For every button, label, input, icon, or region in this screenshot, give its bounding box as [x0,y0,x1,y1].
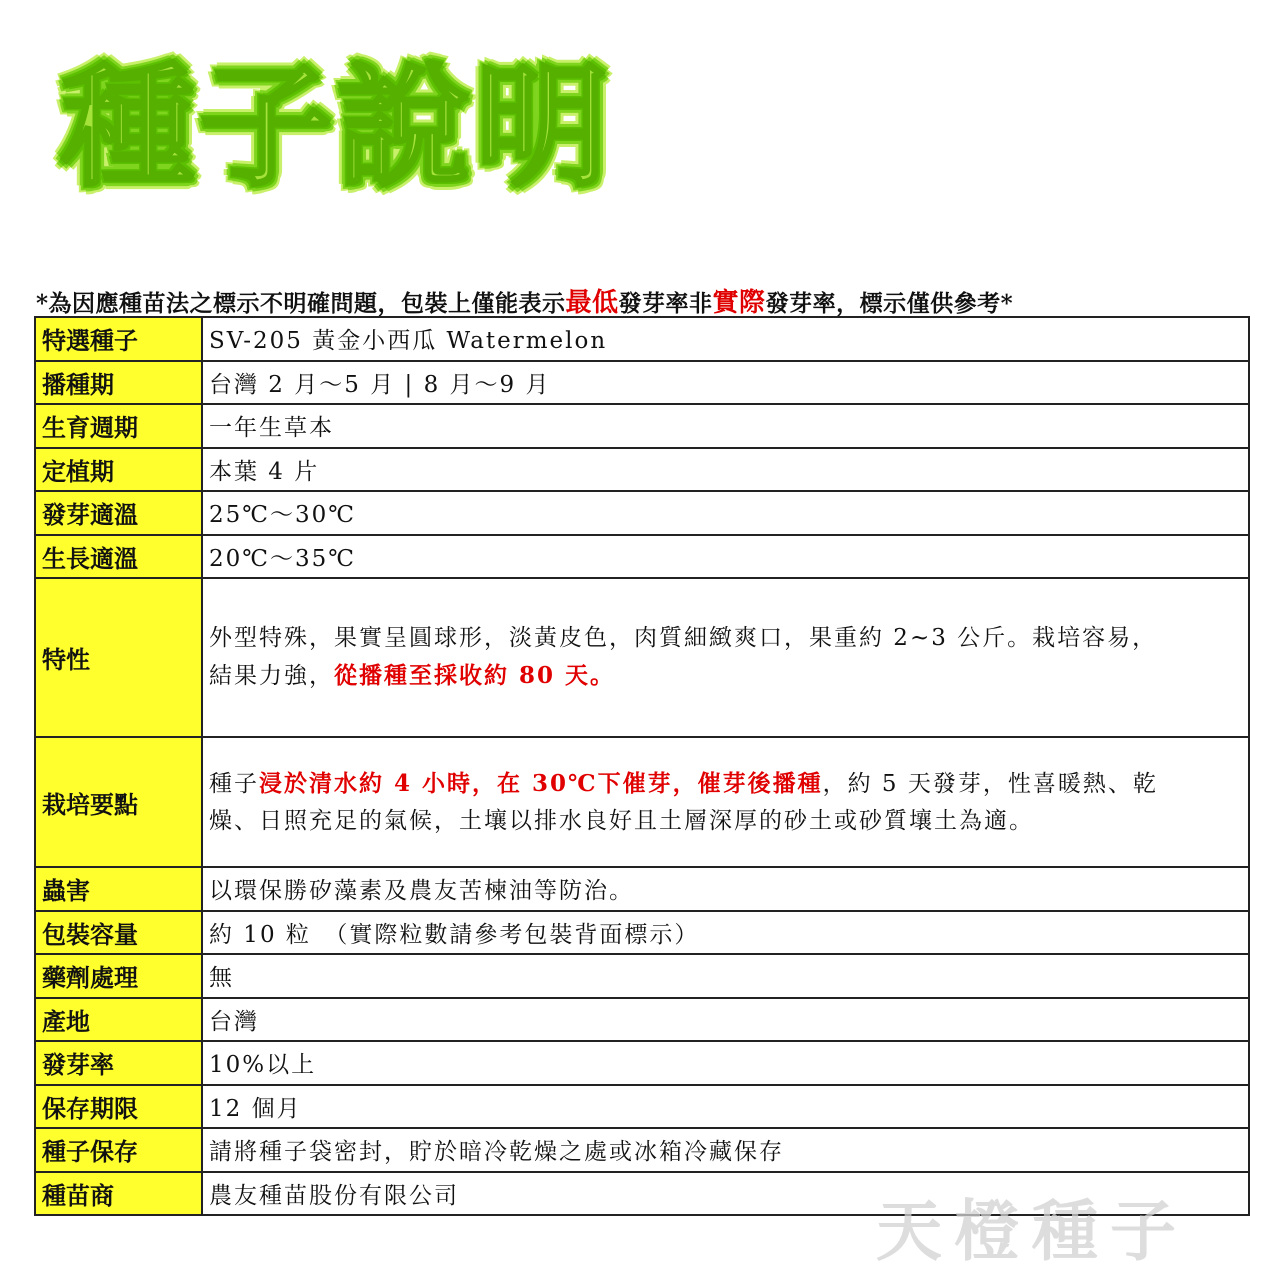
row-label: 保存期限 [35,1085,202,1129]
seed-info-table [34,316,1250,1216]
notice-part1: *為因應種苗法之標示不明確問題，包裝上僅能表示 [36,290,566,317]
row-value [202,737,1249,867]
table-row [35,867,1249,911]
row-value: 約 10 粒 （實際粒數請參考包裝背面標示） [202,911,1249,955]
row-label: 生育週期 [35,404,202,448]
row-label: 播種期 [35,361,202,405]
notice-red1: 最低 [565,288,619,318]
row-value: 台灣 2 月～5 月 | 8 月～9 月 [202,361,1249,405]
row-label: 藥劑處理 [35,954,202,998]
row-value: 本葉 4 片 [202,448,1249,492]
notice-red2: 實際 [712,288,766,318]
table-row [35,1085,1249,1129]
table-row [35,361,1249,405]
row-value: 20℃～35℃ [202,535,1249,579]
row-label: 定植期 [35,448,202,492]
notice-part3: 發芽率，標示僅供參考* [765,290,1014,317]
row-value: 一年生草本 [202,404,1249,448]
cultivation-paragraph [209,765,1242,840]
table-row [35,1128,1249,1172]
table-row [35,1041,1249,1085]
cultivation-text1: 種子 [209,770,259,797]
features-red: 從播種至採收約 80 天。 [334,662,616,689]
cultivation-text3: 燥、日照充足的氣候，土壤以排水良好且土層深厚的砂土或砂質壤土為適。 [209,807,1034,834]
table-row [35,954,1249,998]
watermark: 天橙種子 [876,1193,1188,1270]
table-row [35,578,1249,737]
row-label: 栽培要點 [35,737,202,867]
features-text1: 外型特殊，果實呈圓球形，淡黃皮色，肉質細緻爽口，果重約 2~3 公斤。栽培容易， [209,625,1158,651]
row-label: 蟲害 [35,867,202,911]
row-value: 以環保勝矽藻素及農友苦楝油等防治。 [202,867,1249,911]
features-paragraph [209,620,1242,695]
row-value: 請將種子袋密封，貯於暗冷乾燥之處或冰箱冷藏保存 [202,1128,1249,1172]
table-row [35,317,1249,361]
row-label: 特性 [35,578,202,737]
row-value: 台灣 [202,998,1249,1042]
row-label: 產地 [35,998,202,1042]
row-value: 10%以上 [202,1041,1249,1085]
row-label: 種子保存 [35,1128,202,1172]
row-value: 25℃～30℃ [202,491,1249,535]
table-row [35,535,1249,579]
row-value: SV-205 黃金小西瓜 Watermelon [202,317,1249,361]
table-row [35,911,1249,955]
row-label: 特選種子 [35,317,202,361]
notice-text [36,282,1256,319]
notice-part2: 發芽率非 [618,290,713,317]
row-label: 生長適溫 [35,535,202,579]
cultivation-red: 浸於清水約 4 小時，在 30℃下催芽，催芽後播種 [259,769,823,797]
row-label: 發芽率 [35,1041,202,1085]
row-label: 包裝容量 [35,911,202,955]
cultivation-text2: ，約 5 天發芽，性喜暖熱、乾 [822,770,1158,797]
table-row [35,404,1249,448]
row-label: 發芽適溫 [35,491,202,535]
row-value: 農友種苗股份有限公司 [202,1172,1249,1216]
row-value: 無 [202,954,1249,998]
table-row [35,491,1249,535]
page-title: 種子說明 [62,51,614,205]
row-value [202,578,1249,737]
features-text2: 結果力強， [209,663,334,689]
table-row [35,998,1249,1042]
row-label: 種苗商 [35,1172,202,1216]
table-row [35,737,1249,867]
row-value: 12 個月 [202,1085,1249,1129]
table-row [35,448,1249,492]
